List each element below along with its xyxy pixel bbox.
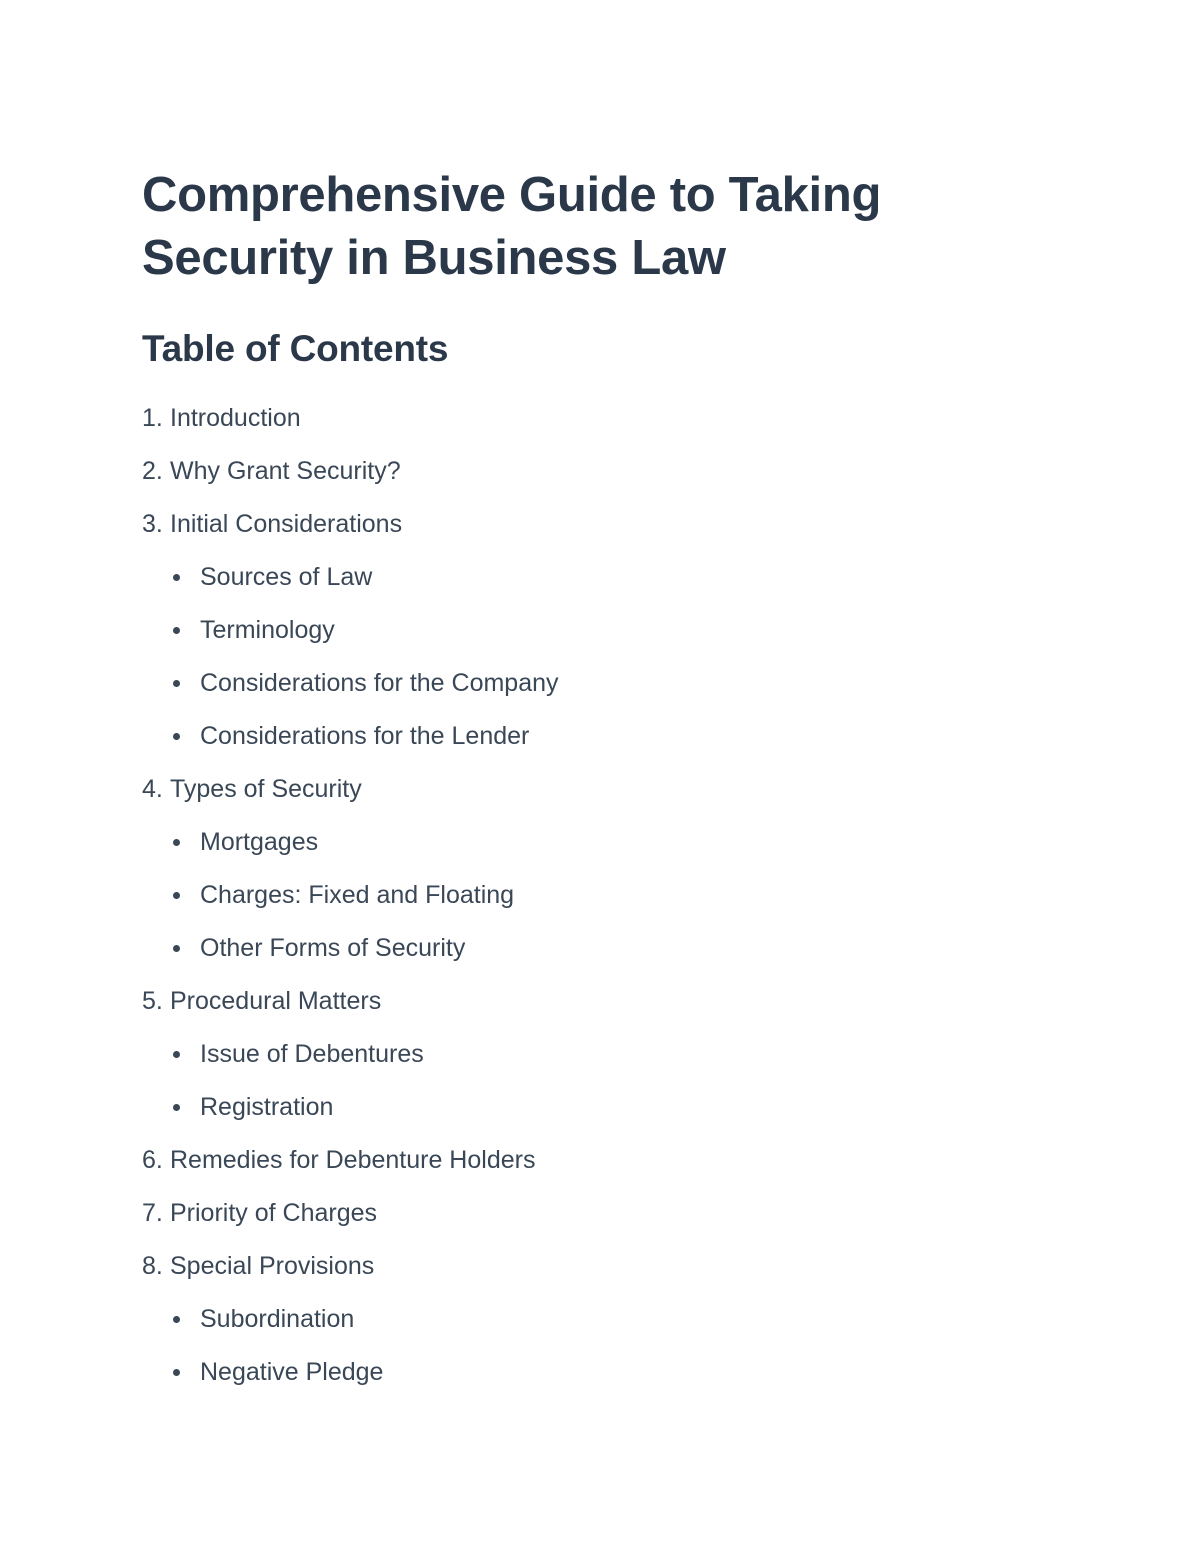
toc-item[interactable] [142, 498, 1062, 551]
toc-subitem[interactable] [142, 1081, 1062, 1134]
toc-subitem[interactable] [142, 657, 1062, 710]
toc-item[interactable] [142, 1134, 1062, 1187]
toc-subitem-label: Sources of Law [200, 563, 373, 591]
toc-item-number: 5. [142, 987, 163, 1015]
toc-sublist [142, 816, 1062, 975]
bullet-icon [173, 1369, 180, 1376]
toc-item-label: Introduction [170, 404, 301, 432]
toc-sublist [142, 1293, 1062, 1399]
toc-subsection-group [142, 816, 1062, 975]
toc-item-label: Types of Security [170, 775, 362, 803]
toc-item-number: 3. [142, 510, 163, 538]
toc-subsection-group [142, 551, 1062, 763]
toc-item[interactable] [142, 975, 1062, 1028]
bullet-icon [173, 627, 180, 634]
toc-item-number: 2. [142, 457, 163, 485]
toc-item-number: 8. [142, 1252, 163, 1280]
bullet-icon [173, 1316, 180, 1323]
toc-item-label: Procedural Matters [170, 987, 382, 1015]
bullet-icon [173, 1051, 180, 1058]
toc-subitem-label: Subordination [200, 1305, 355, 1333]
toc-item[interactable] [142, 1240, 1062, 1293]
bullet-icon [173, 574, 180, 581]
document-page [142, 164, 1062, 1399]
toc-item-label: Priority of Charges [170, 1199, 378, 1227]
toc-subitem-label: Registration [200, 1093, 334, 1121]
toc-subsection-group [142, 1028, 1062, 1134]
toc-item-number: 7. [142, 1199, 163, 1227]
toc-item-label: Remedies for Debenture Holders [170, 1146, 536, 1174]
toc-subitem-label: Mortgages [200, 828, 319, 856]
toc-subitem-label: Considerations for the Lender [200, 722, 530, 750]
toc-subitem[interactable] [142, 922, 1062, 975]
bullet-icon [173, 892, 180, 899]
toc-heading: Table of Contents [142, 328, 449, 369]
toc-subitem-label: Other Forms of Security [200, 934, 466, 962]
toc-item-number: 4. [142, 775, 163, 803]
toc-sublist [142, 551, 1062, 763]
toc-subitem-label: Charges: Fixed and Floating [200, 881, 515, 909]
bullet-icon [173, 839, 180, 846]
document-title: Comprehensive Guide to Taking Security in Business Law [142, 168, 882, 285]
toc-subsection-group [142, 1293, 1062, 1399]
toc-subitem[interactable] [142, 869, 1062, 922]
toc-item-label: Special Provisions [170, 1252, 375, 1280]
toc-subitem[interactable] [142, 551, 1062, 604]
toc-sublist [142, 1028, 1062, 1134]
toc-subitem[interactable] [142, 1346, 1062, 1399]
table-of-contents [142, 392, 1062, 1399]
toc-subitem-label: Considerations for the Company [200, 669, 559, 697]
toc-subitem[interactable] [142, 604, 1062, 657]
bullet-icon [173, 733, 180, 740]
toc-subitem-label: Terminology [200, 616, 335, 644]
toc-item[interactable] [142, 1187, 1062, 1240]
toc-item-number: 1. [142, 404, 163, 432]
toc-subitem[interactable] [142, 1028, 1062, 1081]
toc-item-label: Initial Considerations [170, 510, 403, 538]
toc-subitem[interactable] [142, 816, 1062, 869]
toc-item-number: 6. [142, 1146, 163, 1174]
bullet-icon [173, 1104, 180, 1111]
toc-item[interactable] [142, 445, 1062, 498]
toc-subitem-label: Issue of Debentures [200, 1040, 424, 1068]
toc-item[interactable] [142, 763, 1062, 816]
toc-item[interactable] [142, 392, 1062, 445]
toc-subitem[interactable] [142, 710, 1062, 763]
toc-item-label: Why Grant Security? [170, 457, 401, 485]
bullet-icon [173, 945, 180, 952]
toc-subitem-label: Negative Pledge [200, 1358, 384, 1386]
bullet-icon [173, 680, 180, 687]
toc-subitem[interactable] [142, 1293, 1062, 1346]
